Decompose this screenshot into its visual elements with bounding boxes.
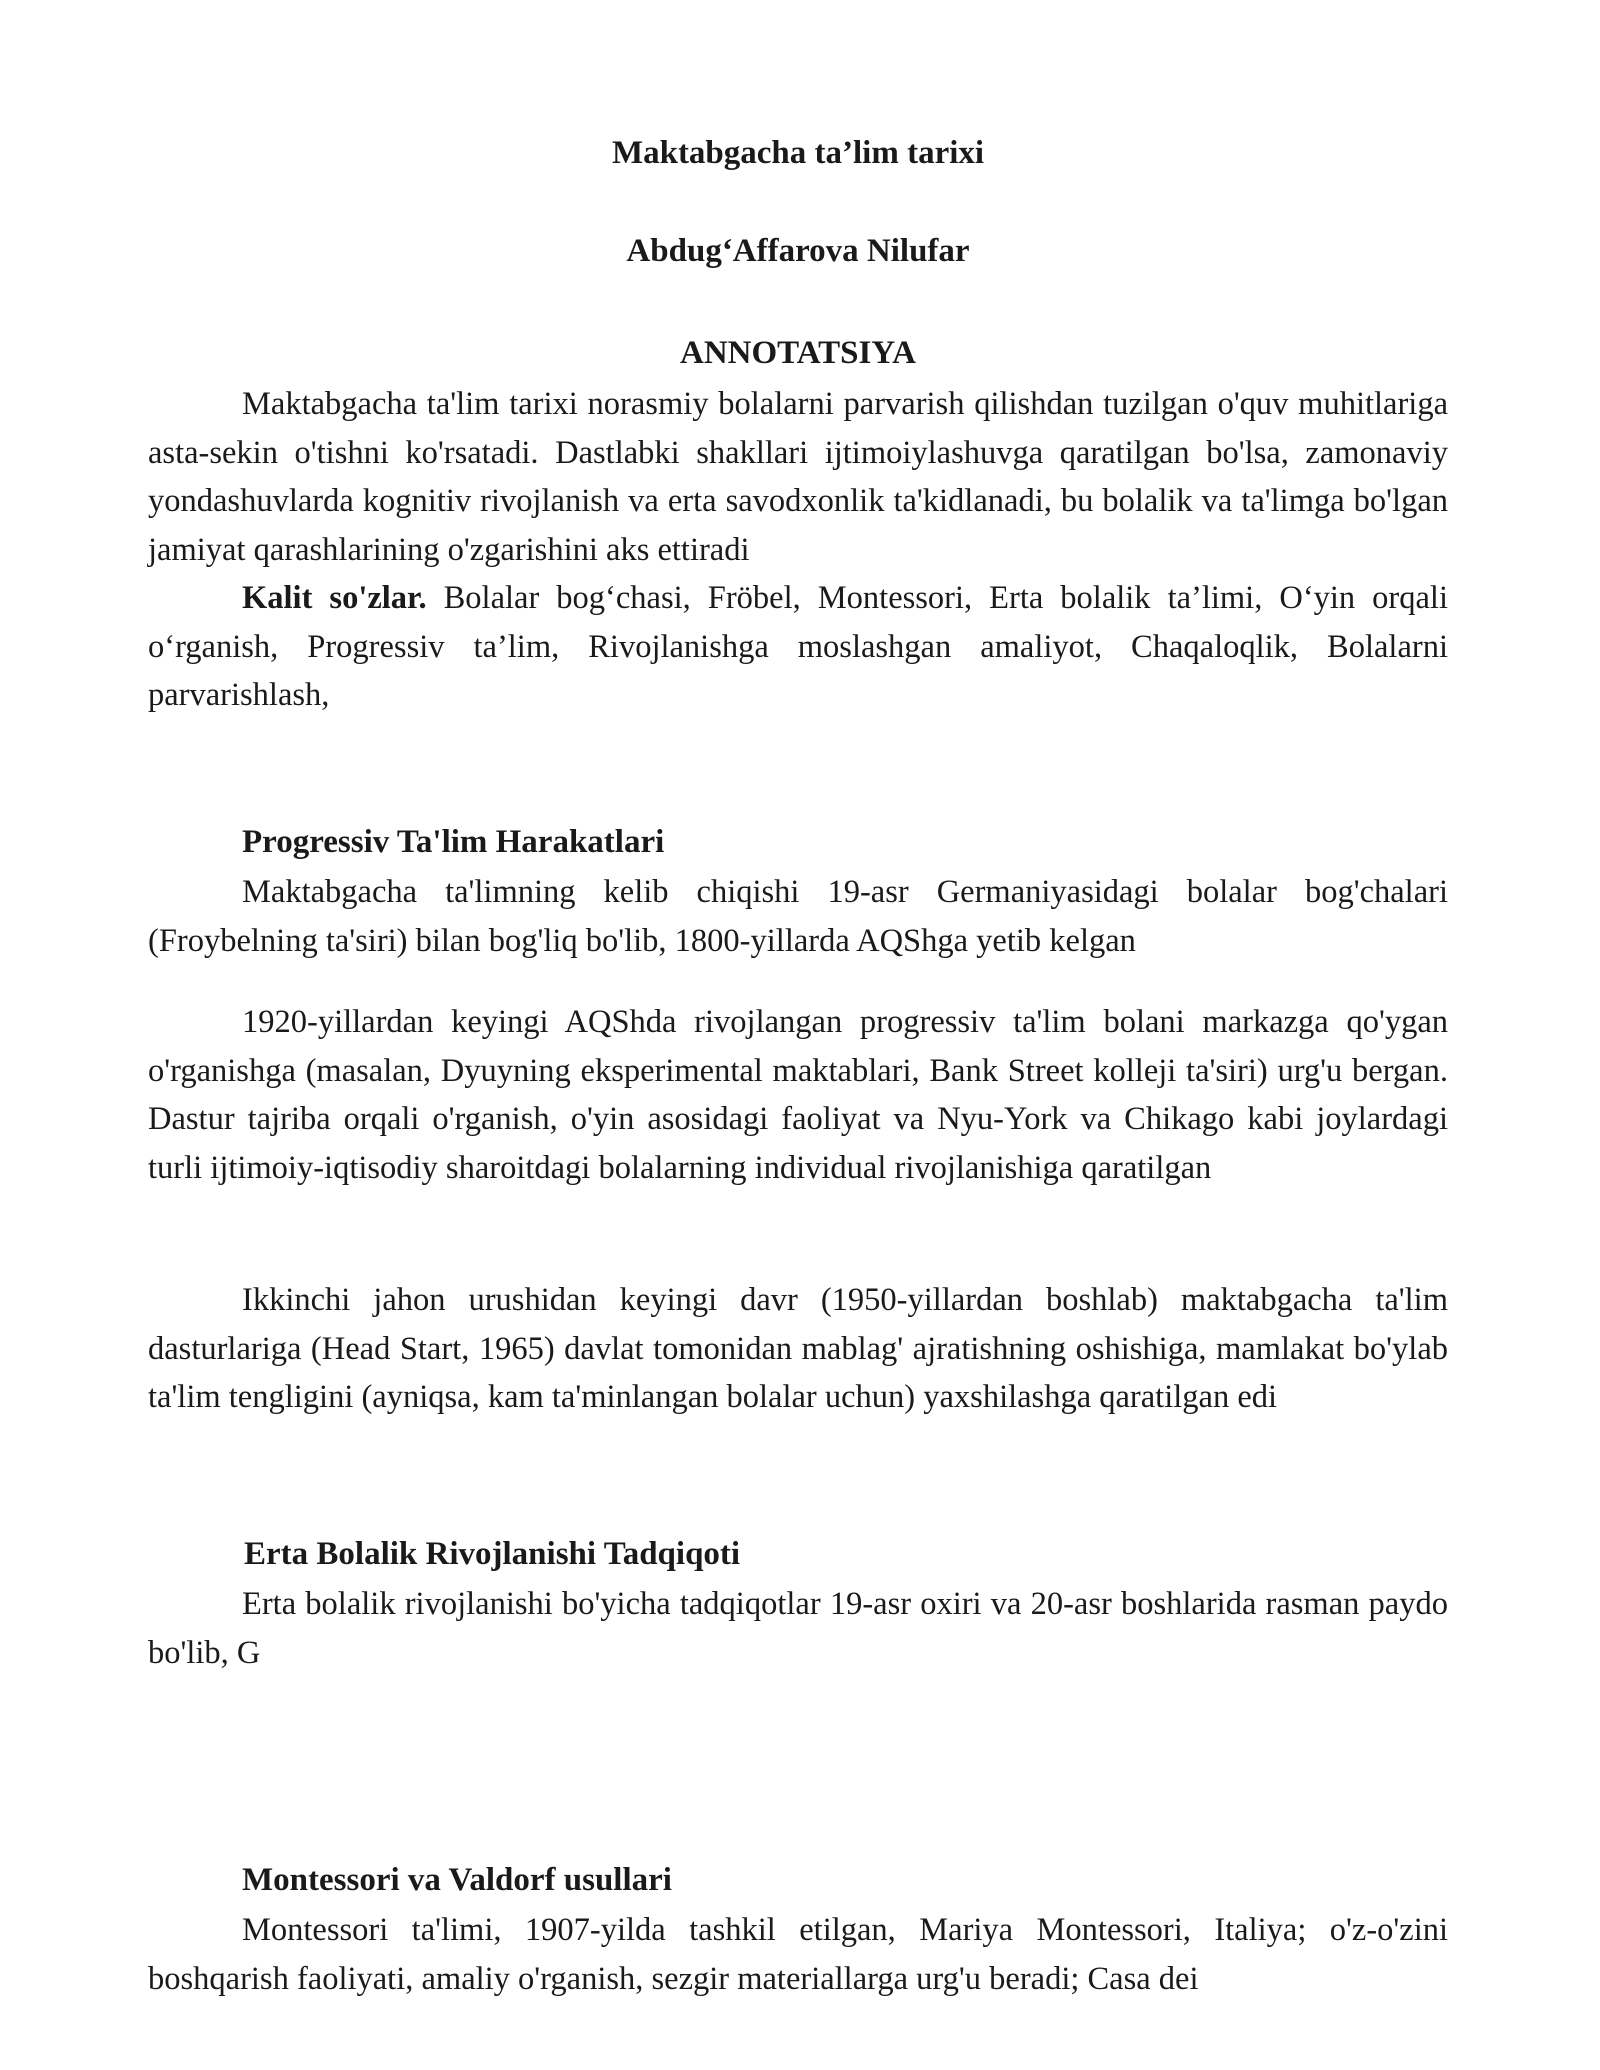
keywords-paragraph bbox=[148, 574, 1448, 720]
section-paragraph: Montessori ta'limi, 1907-yilda tashkil etilgan, Mariya Montessori, Italiya; o'z-o'zini boshqarish faoliyati, amaliy o'rganish, sezgir materiallarga urg'u beradi; Casa dei bbox=[148, 1912, 1448, 1997]
keywords-label: Kalit so'zlar. bbox=[242, 580, 427, 616]
document-title: Maktabgacha ta’lim tarixi bbox=[611, 135, 985, 171]
section-paragraph: Maktabgacha ta'limning kelib chiqishi 19-asr Germaniyasidagi bolalar bog'chalari (Froybelning ta'siri) bilan bog'liq bo'lib, 1800-yillarda AQShga yetib kelgan bbox=[148, 874, 1448, 959]
section-heading-montessori: Montessori va Valdorf usullari bbox=[242, 1862, 672, 1898]
document-page bbox=[148, 0, 1448, 2070]
section-heading-early-childhood: Erta Bolalik Rivojlanishi Tadqiqoti bbox=[244, 1536, 741, 1572]
section-heading-progressive: Progressiv Ta'lim Harakatlari bbox=[242, 824, 665, 860]
annotation-paragraph: Maktabgacha ta'lim tarixi norasmiy bolalarni parvarish qilishdan tuzilgan o'quv muhitlariga asta-sekin o'tishni ko'rsatadi. Dastlabki shakllari ijtimoiylashuvga qaratilgan bo'lsa, zamonaviy yondashuvlarda kognitiv rivojlanish va erta savodxonlik ta'kidlanadi, bu bolalik va ta'limga bo'lgan jamiyat qarashlarining o'zgarishini aks ettiradi bbox=[148, 386, 1448, 568]
annotation-heading: ANNOTATSIYA bbox=[680, 335, 916, 371]
section-paragraph: Ikkinchi jahon urushidan keyingi davr (1950-yillardan boshlab) maktabgacha ta'lim dasturlariga (Head Start, 1965) davlat tomonidan mablag' ajratishning oshishiga, mamlakat bo'ylab ta'lim tengligini (ayniqsa, kam ta'minlangan bolalar uchun) yaxshilashga qaratilgan edi bbox=[148, 1282, 1448, 1416]
keywords-list: Bolalar bog‘chasi, Fröbel, Montessori, Erta bolalik ta’limi, O‘yin orqali o‘rganish, Progressiv ta’lim, Rivojlanishga moslashgan amaliyot, Chaqaloqlik, Bolalarni parvarishlash, bbox=[148, 580, 1448, 714]
author-name: Abdug‘Affarova Nilufar bbox=[626, 233, 970, 269]
section-paragraph: 1920-yillardan keyingi AQShda rivojlangan progressiv ta'lim bolani markazga qo'ygan o'rganishga (masalan, Dyuyning eksperimental maktablari, Bank Street kolleji ta'siri) urg'u bergan. Dastur tajriba orqali o'rganish, o'yin asosidagi faoliyat va Nyu-York va Chikago kabi joylardagi turli ijtimoiy-iqtisodiy sharoitdagi bolalarning individual rivojlanishiga qaratilgan bbox=[148, 1004, 1448, 1186]
section-paragraph: Erta bolalik rivojlanishi bo'yicha tadqiqotlar 19-asr oxiri va 20-asr boshlarida rasman paydo bo'lib, G bbox=[148, 1586, 1448, 1671]
